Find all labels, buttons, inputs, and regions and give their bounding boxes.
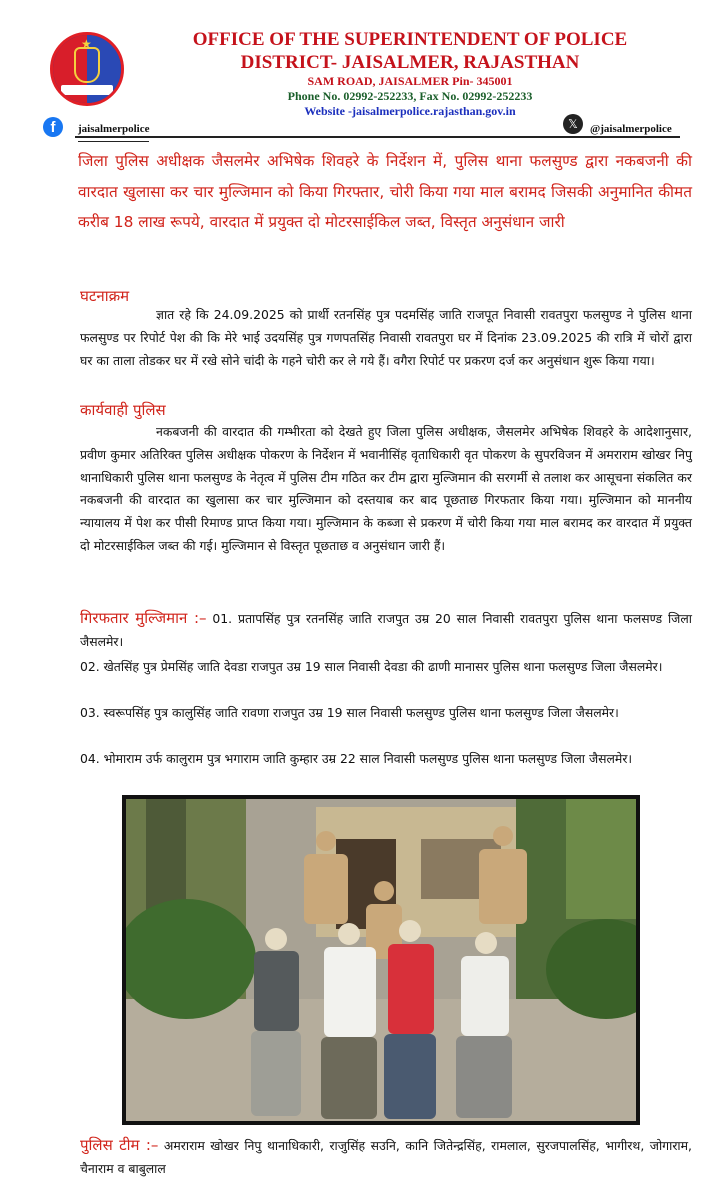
office-address: SAM ROAD, JAISALMER Pin- 345001: [307, 74, 513, 88]
police-team: [80, 1134, 692, 1180]
press-headline: जिला पुलिस अधीक्षक जैसलमेर अभिषेक शिवहरे के निर्देशन में, पुलिस थाना फलसुण्ड द्वारा नकबजनी की वारदात खुलासा कर चार मुल्जिमान को किया गिरफ्तार, चोरी किया गया माल बरामद जिसकी अनुमानित कीमत करीब 18 लाख रूपये, वारदात में प्रयुक्त दो मोटरसाईकिल जब्त, विस्तृत अनुसंधान जारी: [78, 152, 692, 231]
action-text: [80, 421, 692, 558]
accused-item-4: 04. भोमाराम उर्फ कालुराम पुत्र भगाराम जाति कुम्हार उम्र 22 साल निवासी फलसुण्ड पुलिस थाना फलसुण्ड जिला जैसलमेर।: [80, 751, 633, 766]
incident-heading: घटनाक्रम: [80, 287, 130, 305]
x-icon[interactable]: 𝕏: [563, 114, 583, 134]
office-title: OFFICE OF THE SUPERINTENDENT OF POLICE: [192, 29, 628, 50]
district-title: DISTRICT- JAISALMER, RAJASTHAN: [240, 52, 580, 73]
accused-item-2: 02. खेतसिंह पुत्र प्रेमसिंह जाति देवडा राजपुत उम्र 19 साल निवासी देवडा की ढाणी मानासर पुलिस थाना फलसुण्ड जिला जैसलमेर।: [80, 659, 663, 674]
letterhead: [0, 0, 728, 135]
office-phone: Phone No. 02992-252233, Fax No. 02992-252233: [287, 89, 533, 103]
team-members: अमराराम खोखर निपु थानाधिकारी, राजुसिंह सउनि, कानि जितेन्द्रसिंह, रामलाल, सुरजपालसिंह, भागीरथ, जोगाराम, चैनाराम व बाबुलाल: [80, 1138, 692, 1176]
incident-text: [80, 304, 692, 372]
facebook-handle[interactable]: jaisalmerpolice: [78, 123, 149, 142]
accused-text-1: 01. प्रतापसिंह पुत्र रतनसिंह जाति राजपुत उम्र 20 साल निवासी रावतपुरा पुलिस थाना फलसण्ड जिला जैसलमेर।: [80, 611, 692, 649]
action-heading: कार्यवाही पुलिस: [80, 401, 166, 419]
header-divider: [75, 136, 680, 138]
action-paragraph: नकबजनी की वारदात की गम्भीरता को देखते हुए जिला पुलिस अधीक्षक, जैसलमेर अभिषेक शिवहरे के आदेशानुसार, प्रवीण कुमार अतिरिक्त पुलिस अधीक्षक पोकरण के निर्देशन में भवानीसिंह वृताधिकारी वृत पोकरण के सुपरविजन में अमराराम खोखर निपु थानाधिकारी पुलिस थाना फलसुण्ड के नेतृत्व में पुलिस टीम गठित कर टीम द्वारा मुल्जिमान की सरगर्मी से तलाश कर आसूचना संकलित कर नकबजनी की वारदात का खुलासा कर चार मुल्जिमान को दस्तयाब कर बाद पूछताछ गिरफतार किया गया। मुल्जिमान को माननीय न्यायालय में पेश कर पीसी रिमाण्ड प्राप्त किया गया। मुल्जिमान के कब्जा से प्रकरण में चोरी किया गया माल बरामद कर वारदात में प्रयुक्त दो मोटरसाईकिल जब्त की गई। मुल्जिमान से विस्तृत पूछताछ व अनुसंधान जारी हैं।: [80, 424, 692, 553]
letterhead-text: [150, 28, 670, 119]
x-handle[interactable]: @jaisalmerpolice: [590, 123, 672, 135]
office-website[interactable]: Website -jaisalmerpolice.rajasthan.gov.in: [304, 104, 516, 118]
accused-item-1: [80, 607, 692, 654]
team-heading: पुलिस टीम :–: [80, 1136, 159, 1154]
arrest-photo: [122, 795, 640, 1125]
police-emblem-icon: ★: [50, 32, 124, 106]
accused-heading: गिरफतार मुल्जिमान :–: [80, 609, 207, 627]
incident-paragraph: ज्ञात रहे कि 24.09.2025 को प्रार्थी रतनसिंह पुत्र पदमसिंह जाति राजपूत निवासी रावतपुरा फलसुण्ड ने पुलिस थाना फलसुण्ड पर रिपोर्ट पेश की कि मेरे भाई उदयसिंह पुत्र गणपतसिंह निवासी रावतपुरा घर में दिनांक 23.09.2025 की रात्रि में चोरों द्वारा घर का ताला तोडकर घर में रखे सोने चांदी के गहने चोरी कर ले गये हैं। वगैरा रिपोर्ट पर प्रकरण दर्ज कर अनुसंधान शुरू किया गया।: [80, 307, 692, 368]
arrest-photo-image: [126, 799, 636, 1121]
accused-item-3: 03. स्वरूपसिंह पुत्र कालुसिंह जाति रावणा राजपुत उम्र 19 साल निवासी फलसुण्ड पुलिस थाना फलसुण्ड जिला जैसलमेर।: [80, 705, 619, 720]
facebook-icon[interactable]: f: [43, 117, 63, 137]
